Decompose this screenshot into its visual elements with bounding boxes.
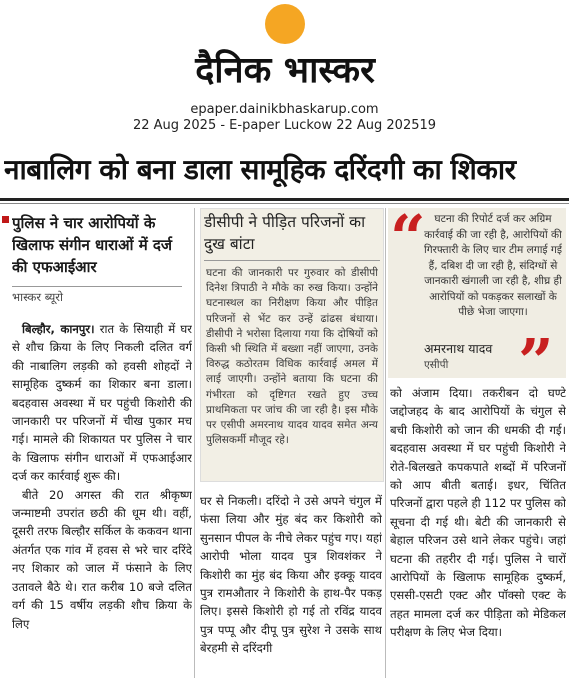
- article-column-2: घर से निकली। दरिंदो ने उसे अपने चंगुल में फंसा लिया और मुंह बंद कर किशोरी को सुनसान पीपल के नीचे लेकर पहुंच गए। यहां आरोपी भोला यादव पुत्र शिवशंकर ने किशोरी का मुंह बंद किया और इक्कू यादव पुत्र रामऔतार ने किशोरी के हाथ-पैर पकड़ लिए। इससे किशोरी हो गई तो रविंद्र यादव पुत्र पप्पू और दीपू पुत्र सुरेश ने उसके साथ बेरहमी से दरिंदगी: [200, 494, 382, 656]
- paragraph-2: बीते 20 अगस्त की रात श्रीकृष्ण जन्माष्टमी उपरांत छठी की धूम थी। वहीं, दूसरी तरफ बिल्हौर सर्किल के ककवन थाना अंतर्गत एक गांव में हवस से भरे चार दरिंदे नए शिकार को जाल में फंसाने के लिए उतावले बैठे थे। रात करीब 10 बजे दलित वर्ग की 15 वर्षीय लड़की शौच क्रिया के लिए: [12, 487, 192, 631]
- article-subhead: पुलिस ने चार आरोपियों के खिलाफ संगीन धाराओं में दर्ज की एफआईआर: [12, 214, 172, 276]
- dateline-place: बिल्हौर, कानपुर।: [22, 322, 95, 336]
- logo-text: दैनिक भास्कर: [195, 50, 375, 91]
- headline-rule: [0, 198, 569, 201]
- sidebar-body: घटना की जानकारी पर गुरुवार को डीसीपी दिनेश त्रिपाठी ने मौके का रुख किया। उन्होंने घटनास्थल का निरीक्षण किया और पीड़ित परिजनों से भेंट कर उन्हें ढांढस बंधाया। डीसीपी ने भरोसा दिलाया गया कि दोषियों को किसी भी स्थिति में बख्शा नहीं जाएगा, उनके विरुद्ध कठोरतम विधिक कार्रवाई अमल में लाई जाएगी। उन्होंने बताया कि घटना की गंभीरता को दृष्टिगत रखते हुए उच्च प्राथमिकता पर जांच की जा रही है। इस मौके पर एसीपी अमरनाथ यादव यादव समेत अन्य पुलिसकर्मी मौजूद रहे।: [206, 267, 378, 447]
- column-divider: [385, 208, 386, 678]
- sun-logo-icon: [265, 4, 305, 44]
- article-headline: नाबालिग को बना डाला सामूहिक दरिंदगी का शिकार: [4, 153, 516, 186]
- sidebar-heading: डीसीपी ने पीड़ित परिजनों का दुख बांटा: [204, 213, 366, 253]
- quote-text: घटना की रिपोर्ट दर्ज कर अग्रिम कार्रवाई की जा रही है, आरोपियों की गिरफ्तारी के लिए चार टीम लगाई गई हैं, दबिश दी जा रही है, संदिग्धों से जानकारी खंगाली जा रही है, शीघ्र ही आरोपियों को पकड़कर सलाखों के पीछे भेजा जाएगा।: [424, 213, 562, 318]
- paragraph-1: [12, 320, 192, 486]
- byline: भास्कर ब्यूरो: [12, 290, 63, 304]
- quote-speaker-role: एसीपी: [424, 359, 449, 371]
- open-quote-icon: “: [390, 201, 426, 274]
- article-column-1: [12, 320, 192, 682]
- quote-speaker: अमरनाथ यादव: [424, 341, 493, 356]
- sidebar-divider: [204, 260, 380, 261]
- column-divider: [194, 208, 195, 678]
- article-column-3: को अंजाम दिया। तकरीबन दो घण्टे जद्दोजहद के बाद आरोपियों के चंगुल से बची किशोरी को जान की धमकी दी गई। बदहवास अवस्था में घर पहुंची किशोरी ने रोते-बिलखते कपकपाते शब्दों में परिजनों को आप बीती बताई। इधर, चिंतित परिजनों द्वारा पहले ही 112 पर पुलिस को सूचना दी गई थी। बेटी की जानकारी से बेहाल परिजन उसे थाने लेकर पहुंचे। जहां घटना की तहरीर दी गई। पुलिस ने चारों आरोपियों के खिलाफ सामूहिक दुष्कर्म, एससी-एसटी एक्ट और पॉक्सो एक्ट के तहत मामला दर्ज कर पीड़िता को मेडिकल परीक्षण के लिए भेज दिया।: [390, 386, 566, 640]
- subhead-bullet-icon: [2, 216, 9, 223]
- paragraph-1-text: रात के सियाही में घर से शौच क्रिया के लिए निकली दलित वर्ग की नाबालिग लड़की को हवसी शोहदों ने सामूहिक दुष्कर्म का शिकार बना डाला। बदहवास अवस्था में घर पहुंची किशोरी की जानकारी पर परिजनों में चीख पुकार मच गई। मामले की शिकायत पर पुलिस ने चार के खिलाफ संगीन धाराओं में एफआईआर दर्ज कर कार्रवाई शुरू की।: [12, 322, 192, 484]
- headline-hairline: [0, 203, 569, 204]
- edition-dateline: 22 Aug 2025 - E-paper Luckow 22 Aug 202519: [132, 118, 437, 133]
- newspaper-logo: [150, 44, 420, 96]
- close-quote-icon: ”: [518, 325, 554, 398]
- epaper-url[interactable]: epaper.dainikbhaskarup.com: [190, 102, 379, 117]
- subhead-divider: [12, 286, 182, 287]
